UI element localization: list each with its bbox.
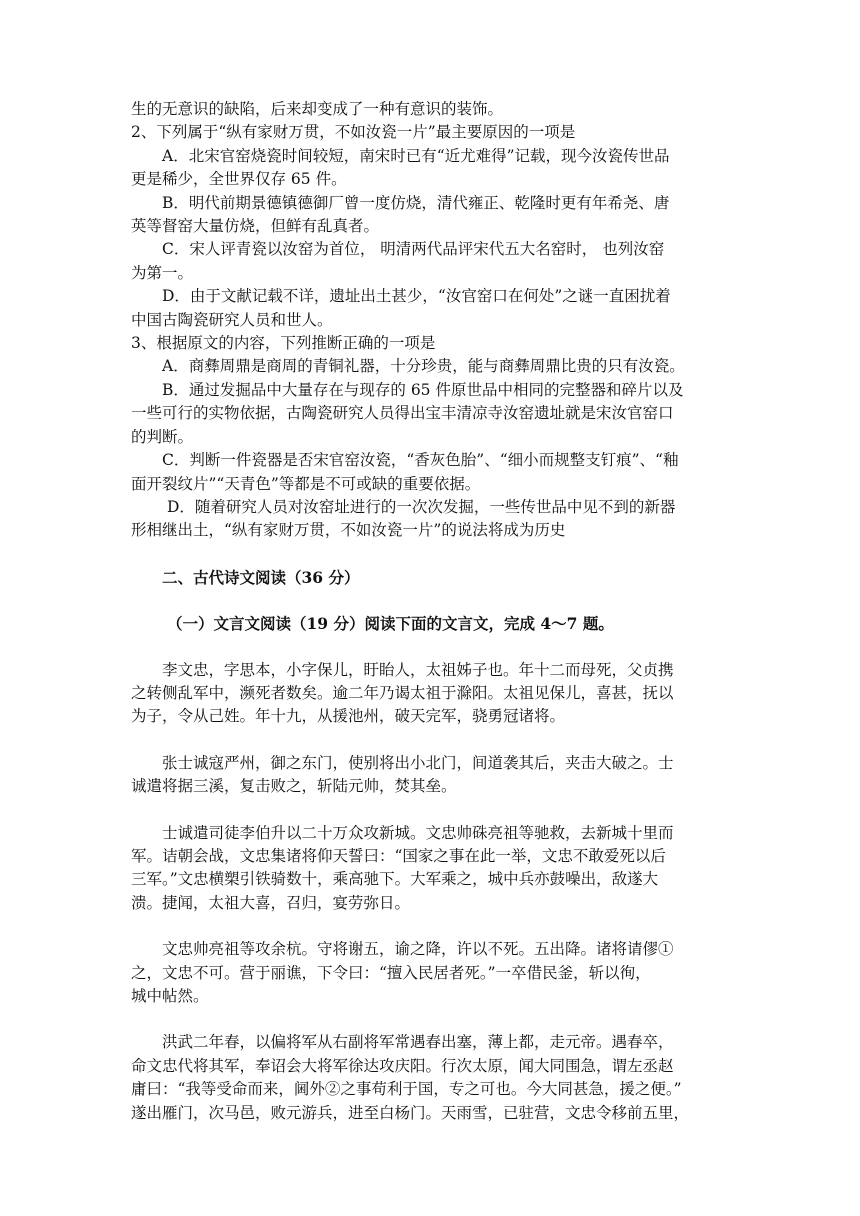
question-3-option-a: A．商彝周鼎是商周的青铜礼器，十分珍贵，能与商彝周鼎比贵的只有汝瓷。 bbox=[162, 357, 685, 376]
passage-p5-line4: 遂出雁门，次马邑，败元游兵，进至白杨门。天雨雪，已驻营，文忠令移前五里， bbox=[131, 1103, 690, 1122]
section-2-subtitle: （一）文言文阅读（19 分）阅读下面的文言文，完成 4～7 题。 bbox=[167, 614, 614, 634]
question-2-option-d-cont: 中国古陶瓷研究人员和世人。 bbox=[131, 310, 333, 329]
passage-p3-line2: 军。诘朝会战，文忠集诸将仰天誓曰：“国家之事在此一举，文忠不敢爱死以后 bbox=[131, 846, 666, 865]
question-2-option-d: D．由于文献记载不详，遗址出土甚少，“汝官窑口在何处”之谜一直困扰着 bbox=[162, 287, 671, 306]
question-1-tail: 生的无意识的缺陷，后来却变成了一种有意识的装饰。 bbox=[131, 100, 504, 118]
passage-p5-line2: 命文忠代将其军，奉诏会大将军徐达攻庆阳。行次太原，闻大同围急，谓左丞赵 bbox=[131, 1056, 674, 1075]
question-3-option-d-cont: 形相继出土，“纵有家财万贯，不如汝瓷一片”的说法将成为历史 bbox=[131, 521, 566, 540]
question-2-option-b-cont: 英等督窑大量仿烧，但鲜有乱真者。 bbox=[131, 217, 380, 236]
question-2-option-b: B．明代前期景德镇德御厂曾一度仿烧，清代雍正、乾隆时更有年希尧、唐 bbox=[162, 193, 670, 212]
passage-p3-line1: 士诚遣司徒李伯升以二十万众攻新城。文忠帅硃亮祖等驰救，去新城十里而 bbox=[162, 823, 674, 842]
question-3-stem: 3、根据原文的内容，下列推断正确的一项是 bbox=[131, 334, 436, 353]
passage-p1-line3: 为子，令从己姓。年十九，从援池州，破天完军，骁勇冠诸将。 bbox=[131, 707, 566, 726]
question-3-option-b-cont: 一些可行的实物依据，古陶瓷研究人员得出宝丰清凉寺汝窑遗址就是宋汝官窑口 bbox=[131, 404, 674, 423]
passage-p1-line2: 之转侧乱军中，濒死者数矣。逾二年乃谒太祖于滁阳。太祖见保儿，喜甚，抚以 bbox=[131, 683, 674, 702]
passage-p4-line3: 城中帖然。 bbox=[131, 987, 209, 1005]
question-2-option-c-cont: 为第一。 bbox=[131, 263, 194, 282]
question-3-option-d: D．随着研究人员对汝窑址进行的一次次发掘，一些传世品中见不到的新器 bbox=[167, 497, 676, 516]
question-3-option-b: B．通过发掘品中大量存在与现存的 65 件原世品中相同的完整器和碎片以及 bbox=[162, 380, 684, 399]
question-2-option-c: C．宋人评青瓷以汝窑为首位， 明清两代品评宋代五大名窑时， 也列汝窑 bbox=[162, 240, 665, 259]
section-2-title: 二、古代诗文阅读（36 分） bbox=[162, 567, 360, 587]
question-2-stem: 2、下列属于“纵有家财万贯，不如汝瓷一片”最主要原因的一项是 bbox=[131, 123, 576, 142]
passage-p5-line3: 庸曰：“我等受命而来，阃外②之事苟利于国，专之可也。今大同甚急，援之便。” bbox=[131, 1080, 682, 1099]
passage-p4-line1: 文忠帅亮祖等攻余杭。守将谢五，谕之降，许以不死。五出降。诸将请僇① bbox=[162, 940, 674, 959]
document-body bbox=[131, 98, 731, 1125]
question-2-option-a: A．北宋官窑烧瓷时间较短，南宋时已有“近尤难得”记载，现今汝瓷传世品 bbox=[162, 146, 670, 165]
question-2-option-a-cont: 更是稀少，全世界仅存 65 件。 bbox=[131, 170, 347, 189]
passage-p2-line2: 诚遣将据三溪，复击败之，斩陆元帅，焚其垒。 bbox=[131, 777, 457, 796]
passage-p5-line1: 洪武二年春，以偏将军从右副将军常遇春出塞，薄上都，走元帝。遇春卒， bbox=[162, 1033, 674, 1052]
question-3-option-b-cont2: 的判断。 bbox=[131, 427, 194, 446]
passage-p1-line1: 李文忠，字思本，小字保儿，盱眙人，太祖姊子也。年十二而母死，父贞携 bbox=[162, 660, 674, 679]
passage-p2-line1: 张士诚寇严州，御之东门，使别将出小北门，间道袭其后，夹击大破之。士 bbox=[162, 753, 674, 772]
question-3-option-c: C．判断一件瓷器是否宋官窑汝瓷，“香灰色胎”、“细小而规整支钉痕”、“釉 bbox=[162, 451, 679, 470]
passage-p3-line4: 溃。捷闻，太祖大喜，召归，宴劳弥日。 bbox=[131, 893, 411, 912]
passage-p3-line3: 三军。”文忠横槊引铁骑数十，乘高驰下。大军乘之，城中兵亦鼓噪出，敌遂大 bbox=[131, 870, 659, 889]
question-3-option-c-cont: 面开裂纹片”“天青色”等都是不可或缺的重要依据。 bbox=[131, 474, 481, 493]
passage-p4-line2: 之，文忠不可。营于丽谯，下令曰：“擅入民居者死。”一卒借民釜，斩以徇， bbox=[131, 963, 651, 982]
